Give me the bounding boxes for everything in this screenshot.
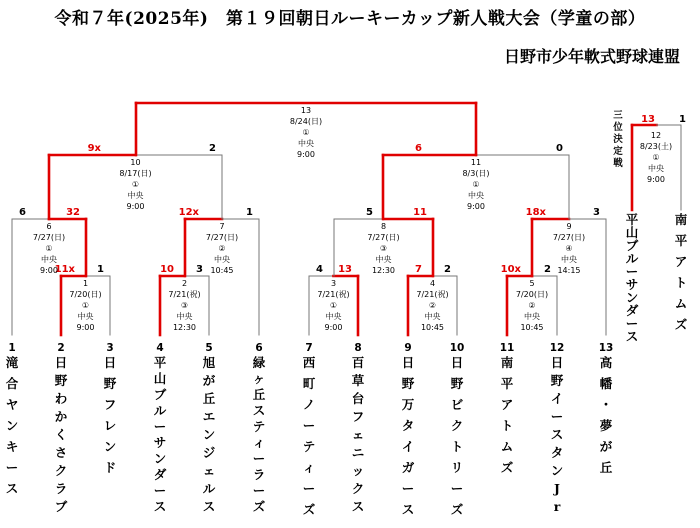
match-1-venue: 中央 [77,312,94,321]
match-9-venue: 中央 [561,255,577,264]
team-10 [449,343,465,525]
match-11-field: ① [472,180,480,189]
match-9-score-right: 3 [593,207,600,218]
match-10-time: 9:00 [126,202,145,211]
match-10-no: 10 [130,158,141,167]
team-number: 11 [499,342,515,354]
match-11-time: 9:00 [467,202,485,211]
match-1-time: 9:00 [76,323,95,332]
team-name: 高 幡 ・ 夢 が 丘 [599,354,613,475]
match-6-score-right: 32 [66,207,80,218]
match-6-time: 9:00 [40,266,58,275]
match-10-venue: 中央 [127,191,144,200]
match-2-field: ③ [180,301,189,310]
match-7-score-left: 12x [178,207,199,218]
match-1-date: 7/20(日) [69,290,102,299]
team-name: 日 野 イ ー ス タ ン J r [550,354,564,514]
match-7-time: 10:45 [210,266,234,275]
match-9-score-left: 18x [525,207,546,218]
team-number: 10 [449,342,465,354]
team-name: 日 野 万 タ イ ガ ー ス [401,354,415,517]
team-12 [549,343,565,519]
match-1-no: 1 [82,279,89,288]
match-3-date: 7/21(祝) [317,290,350,299]
team-number: 8 [354,342,362,354]
match-4-no: 4 [429,279,436,288]
team-name: 緑 ヶ 丘 ス テ ィ ー ラ ー ズ [252,354,266,514]
match-9-time: 14:15 [557,266,581,275]
match-12-venue: 中央 [648,164,664,173]
match-10-score-right: 2 [209,143,216,154]
team-name: 日 野 ビ ク ト リ ー ズ [450,354,464,517]
team-number: 6 [255,342,263,354]
third-place-team-2: 南 平 ア ト ム ズ [674,212,688,332]
team-number: 3 [106,342,114,354]
match-12-field: ① [652,153,660,162]
match-3-time: 9:00 [324,323,343,332]
team-1 [4,343,20,504]
match-12-score-left: 13 [641,114,655,125]
match-4-date: 7/21(祝) [416,290,449,299]
match-4-field: ② [428,301,437,310]
match-10-date: 8/17(日) [119,169,152,178]
match-4-score-left: 7 [415,264,422,275]
match-3-no: 3 [330,279,337,288]
team-7 [301,343,317,525]
match-2-venue: 中央 [176,312,193,321]
match-8-score-left: 5 [366,207,373,218]
match-10-field: ① [131,180,140,189]
team-name: 南 平 ア ト ム ズ [500,354,514,475]
match-10-score-left: 9x [87,143,101,154]
team-number: 12 [549,342,565,354]
team-name: 百 草 台 フ ェ ニ ッ ク ス [351,354,365,514]
match-5-date: 7/20(日) [515,290,549,299]
match-6-venue: 中央 [41,255,57,264]
team-4 [152,343,168,517]
match-1-score-left: 11x [54,264,75,275]
team-8 [350,343,366,519]
team-6 [251,343,267,517]
match-2-no: 2 [181,279,188,288]
team-name: 西 町 ノ ー テ ィ ー ズ [302,354,316,517]
match-6-score-left: 6 [19,207,26,218]
match-13-no: 13 [300,106,312,115]
match-8-date: 7/27(日) [367,233,400,242]
team-number: 1 [8,342,16,354]
match-8-field: ③ [379,244,388,253]
match-4-venue: 中央 [424,312,441,321]
match-9-field: ④ [565,244,573,253]
match-11-score-left: 6 [415,143,422,154]
team-5 [201,343,217,519]
match-4-time: 10:45 [420,323,445,332]
team-2 [53,343,69,519]
team-number: 4 [156,342,164,354]
match-5-score-left: 10x [500,264,521,275]
match-3-score-right: 13 [338,264,352,275]
page-title: 令和７年(2025年) 第１９回朝日ルーキーカップ新人戦大会（学童の部） [54,9,646,29]
team-number: 13 [598,342,614,354]
match-5-field: ② [528,301,536,310]
match-5-score-right: 2 [544,264,551,275]
match-5-venue: 中央 [524,312,540,321]
team-number: 2 [57,342,65,354]
match-6-date: 7/27(日) [32,233,66,242]
match-13-time: 9:00 [297,150,315,159]
match-11-score-right: 0 [556,143,563,154]
team-name: 滝 合 ヤ ン キ ー ス [5,354,19,496]
match-3-venue: 中央 [325,312,342,321]
match-7-venue: 中央 [214,255,230,264]
match-7-no: 7 [219,222,225,231]
match-2-time: 12:30 [172,323,197,332]
match-8-time: 12:30 [371,266,396,275]
team-number: 7 [305,342,313,354]
team-name: 日 野 わ か く さ ク ラ ブ [54,354,68,514]
match-5-time: 10:45 [520,323,544,332]
match-12-date: 8/23(土) [639,142,673,151]
third-place-team-1: 平 山 ブ ル ー サ ン ダ ー ス [625,212,639,344]
team-13 [598,343,614,483]
third-place-label: 三 位 決 定 戦 [613,110,623,169]
team-number: 5 [205,342,213,354]
match-8-score-right: 11 [413,207,427,218]
match-13-field: ① [302,128,310,137]
match-7-date: 7/27(日) [205,233,239,242]
team-number: 9 [404,342,412,354]
match-1-field: ① [81,301,90,310]
match-12-time: 9:00 [647,175,665,184]
match-13-date: 8/24(日) [289,117,323,126]
team-name: 日 野 フ レ ン ド [103,354,117,475]
team-11 [499,343,515,483]
team-name: 平 山 ブ ル ー サ ン ダ ー ス [153,354,167,514]
match-8-venue: 中央 [375,255,392,264]
team-3 [102,343,118,483]
match-9-no: 9 [566,222,572,231]
team-name: 旭 が 丘 エ ン ジ ェ ル ス [202,354,216,514]
match-8-no: 8 [380,222,387,231]
match-5-no: 5 [529,279,535,288]
match-2-score-right: 3 [196,264,203,275]
match-2-score-left: 10 [160,264,174,275]
match-11-venue: 中央 [468,191,484,200]
organizer: 日野市少年軟式野球連盟 [503,47,680,66]
match-6-field: ① [45,244,53,253]
match-11-date: 8/3(日) [462,169,490,178]
match-7-score-right: 1 [246,207,253,218]
match-4-score-right: 2 [444,264,451,275]
match-1-score-right: 1 [97,264,104,275]
match-7-field: ② [218,244,226,253]
match-11-no: 11 [470,158,482,167]
match-6-no: 6 [46,222,52,231]
match-3-score-left: 4 [316,264,323,275]
team-9 [400,343,416,525]
match-12-no: 12 [650,131,662,140]
match-12-score-right: 1 [679,114,686,125]
match-9-date: 7/27(日) [552,233,586,242]
match-13-venue: 中央 [298,139,314,148]
match-3-field: ① [329,301,338,310]
match-2-date: 7/21(祝) [168,290,201,299]
